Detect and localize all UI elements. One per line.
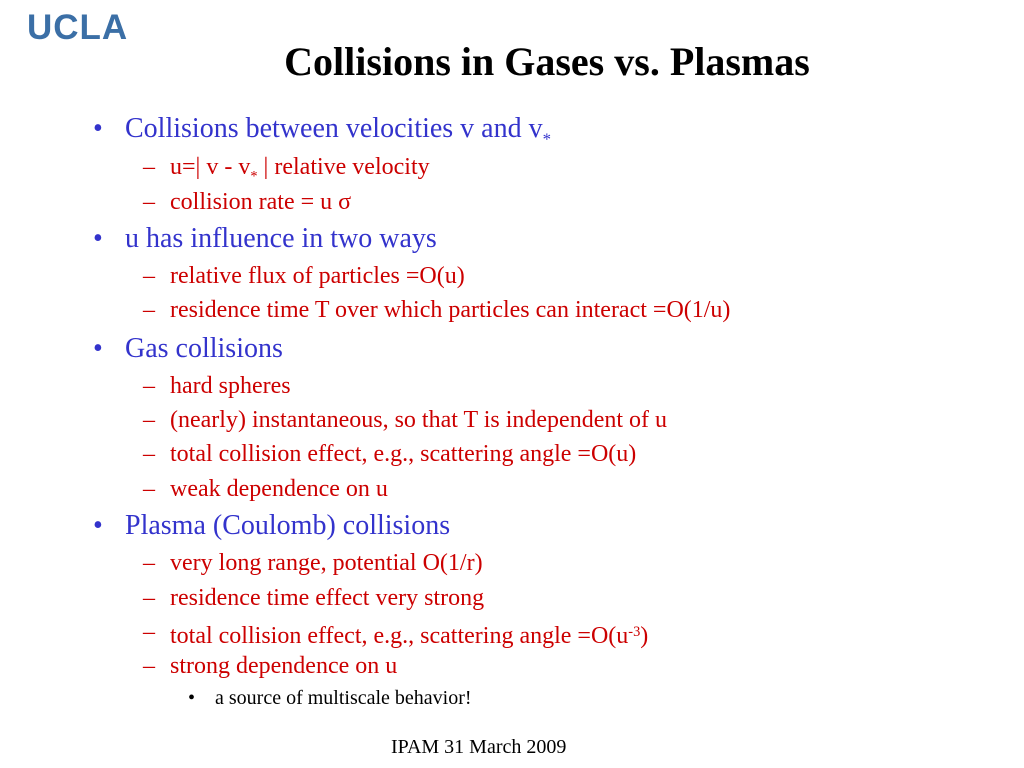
sub-bullet-text: residence time T over which particles can interact =O(1/u) — [170, 297, 731, 323]
bullet-marker: • — [93, 510, 103, 541]
dash-marker: – — [143, 550, 155, 576]
dash-marker: – — [143, 407, 155, 433]
footer-text: IPAM 31 March 2009 — [391, 736, 567, 758]
sub-bullet-text: strong dependence on u — [170, 653, 398, 679]
bullet-text: u has influence in two ways — [125, 223, 437, 254]
slide-title: Collisions in Gases vs. Plasmas — [284, 39, 810, 84]
dash-marker: – — [143, 263, 155, 289]
sub-bullet-text: (nearly) instantaneous, so that T is independent of u — [170, 407, 668, 433]
bullet-marker: • — [93, 333, 103, 364]
dash-marker: – — [143, 373, 155, 399]
dash-marker: – — [143, 585, 155, 611]
dash-marker: – — [143, 619, 155, 645]
sub-bullet-text: residence time effect very strong — [170, 585, 485, 611]
sub-bullet-text: collision rate = u σ — [170, 189, 352, 215]
bullet-text: Plasma (Coulomb) collisions — [125, 510, 451, 541]
sub-bullet-text: relative flux of particles =O(u) — [170, 263, 465, 289]
bullet-text: Gas collisions — [125, 333, 283, 364]
sub-bullet-text: very long range, potential O(1/r) — [170, 550, 483, 576]
sub-bullet-text: hard spheres — [170, 373, 291, 399]
sub-sub-bullet-text: a source of multiscale behavior! — [215, 687, 472, 709]
dash-marker: – — [143, 653, 155, 679]
bullet-text: Collisions between velocities v and $v_*$ — [125, 113, 551, 149]
bullet-marker: • — [93, 223, 103, 254]
bullet-marker: • — [188, 687, 196, 709]
sub-bullet-text: total collision effect, e.g., scattering angle =O(u) — [170, 441, 637, 467]
bullet-marker: • — [93, 113, 103, 144]
dash-marker: – — [143, 154, 155, 180]
dash-marker: – — [143, 297, 155, 323]
dash-marker: – — [143, 441, 155, 467]
sub-bullet-text: weak dependence on u — [170, 476, 388, 502]
sub-bullet-text: total collision effect, e.g., scattering angle $=O(u^{-3})$ — [170, 623, 649, 650]
dash-marker: – — [143, 189, 155, 215]
dash-marker: – — [143, 476, 155, 502]
sub-bullet-text: u=| v - $v_*$ | relative velocity — [170, 154, 430, 185]
ucla-logo: UCLA — [27, 8, 129, 47]
